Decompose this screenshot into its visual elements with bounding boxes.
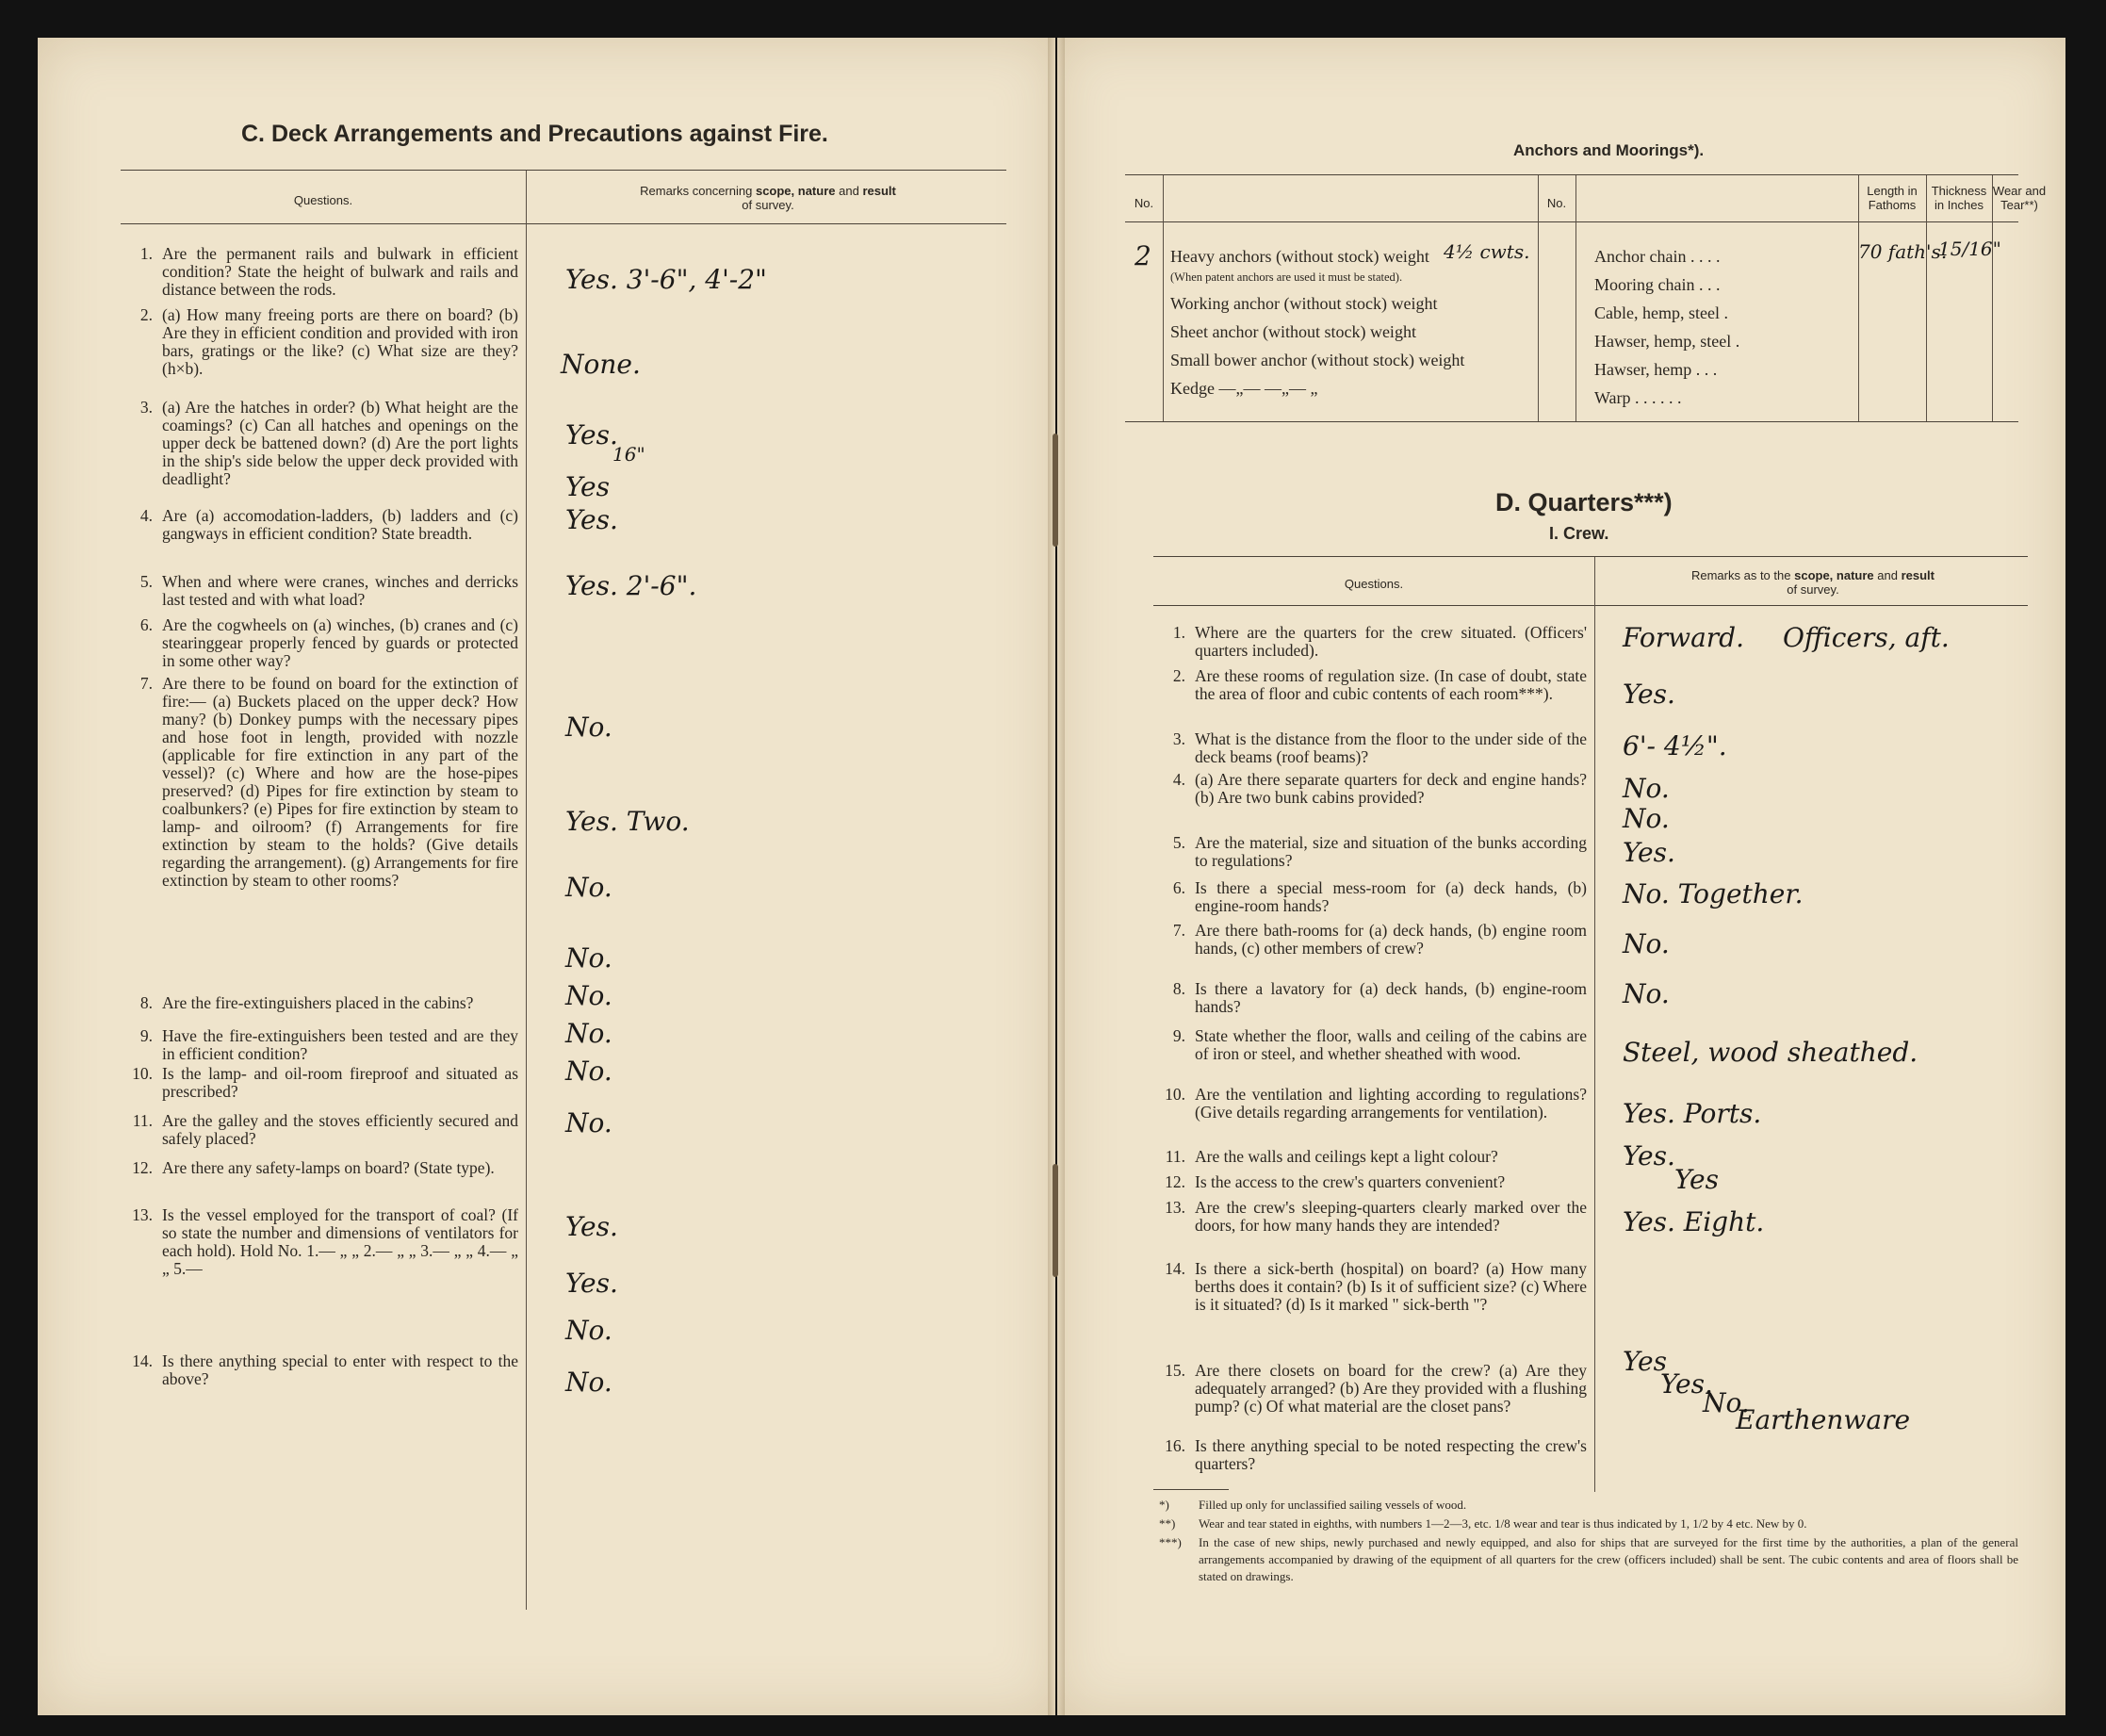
document-spread bbox=[38, 38, 2064, 1715]
question-number: 14. bbox=[132, 1351, 153, 1370]
question-number: 5. bbox=[139, 572, 153, 591]
question-item bbox=[1161, 922, 1587, 958]
question-item bbox=[128, 616, 518, 670]
answer-12: No. bbox=[565, 1315, 612, 1346]
anchors-answer-no: 2 bbox=[1135, 240, 1151, 271]
footnote bbox=[1159, 1534, 2018, 1585]
question-item bbox=[128, 507, 518, 543]
question-item bbox=[128, 399, 518, 488]
anchors-answer-length: 70 fath's. bbox=[1858, 240, 1948, 263]
question-number: 10. bbox=[132, 1064, 153, 1083]
question-number: 16. bbox=[1165, 1436, 1185, 1455]
question-item bbox=[1161, 1086, 1587, 1122]
answer-d4b: No. bbox=[1623, 803, 1670, 834]
answer-d13: Yes. Eight. bbox=[1623, 1206, 1765, 1237]
question-item bbox=[1161, 834, 1587, 870]
answer-d7: No. bbox=[1623, 928, 1670, 959]
question-text: Are (a) accomodation-ladders, (b) ladders and (c) gangways in efficient condition? State breadth. bbox=[162, 506, 518, 543]
question-number: 11. bbox=[1165, 1147, 1185, 1166]
answer-d3: 6'- 4½". bbox=[1623, 730, 1727, 762]
question-number: 11. bbox=[132, 1111, 153, 1130]
question-text: Is there a lavatory for (a) deck hands, (b) engine-room hands? bbox=[1195, 979, 1587, 1016]
answer-3a: Yes. bbox=[565, 419, 618, 450]
question-text: Are there closets on board for the crew? (a) Are they adequately arranged? (b) Are they provided with a flushing pump? (c) Of what material are the closet pans? bbox=[1195, 1361, 1587, 1416]
footnote bbox=[1159, 1515, 2018, 1532]
answer-8: No. bbox=[565, 1107, 612, 1138]
section-d-subtitle: I. Crew. bbox=[1549, 524, 1609, 543]
question-text: Are there bath-rooms for (a) deck hands, (b) engine room hands, (c) other members of crew? bbox=[1195, 921, 1587, 958]
footnote-marker: *) bbox=[1159, 1498, 1169, 1512]
question-item bbox=[1161, 730, 1587, 766]
question-number: 13. bbox=[1165, 1198, 1185, 1217]
answer-7e: No. bbox=[565, 980, 612, 1011]
question-text: (a) Are there separate quarters for deck and engine hands? (b) Are two bunk cabins provided? bbox=[1195, 770, 1587, 807]
anchors-left-item: Kedge —„— —„— „ bbox=[1170, 379, 1318, 398]
question-item bbox=[128, 245, 518, 299]
question-number: 5. bbox=[1172, 833, 1185, 852]
answer-d15a: Yes bbox=[1623, 1346, 1667, 1377]
footnote bbox=[1159, 1497, 2018, 1514]
section-c-title: C. Deck Arrangements and Precautions against Fire. bbox=[241, 121, 828, 147]
right-page bbox=[1057, 38, 2065, 1715]
footnote-marker: **) bbox=[1159, 1516, 1176, 1531]
question-text: (a) Are the hatches in order? (b) What height are the coamings? (c) Can all hatches and openings on the upper deck be battened down? (d) Are the port lights in the ship's side below the upper deck provided with deadlight? bbox=[162, 398, 518, 488]
anchors-right-item: Mooring chain . . . bbox=[1594, 275, 1721, 294]
answer-13: No. bbox=[565, 1367, 612, 1398]
question-number: 7. bbox=[139, 674, 153, 693]
answer-d10: Yes. Ports. bbox=[1623, 1098, 1762, 1129]
question-text: What is the distance from the floor to the under side of the deck beams (roof beams)? bbox=[1195, 729, 1587, 766]
question-item bbox=[128, 994, 518, 1012]
answer-d6: No. Together. bbox=[1623, 878, 1804, 909]
answer-d9: Steel, wood sheathed. bbox=[1623, 1037, 1918, 1068]
answer-2: None. bbox=[561, 349, 641, 380]
question-item bbox=[128, 675, 518, 890]
anchors-col-no2: No. bbox=[1546, 196, 1567, 210]
answer-d2: Yes. bbox=[1623, 679, 1675, 710]
question-number: 7. bbox=[1172, 921, 1185, 940]
question-text: Are the walls and ceilings kept a light colour? bbox=[1195, 1147, 1498, 1166]
anchors-title: Anchors and Moorings*). bbox=[1513, 141, 1705, 159]
question-number: 15. bbox=[1165, 1361, 1185, 1380]
anchors-left-item: Small bower anchor (without stock) weight bbox=[1170, 351, 1465, 369]
anchors-col-length: Length in Fathoms bbox=[1867, 184, 1918, 212]
question-text: Is the lamp- and oil-room fireproof and situated as prescribed? bbox=[162, 1064, 518, 1101]
question-number: 9. bbox=[139, 1026, 153, 1045]
question-text: Where are the quarters for the crew situated. (Officers' quarters included). bbox=[1195, 623, 1587, 660]
question-item bbox=[1161, 771, 1587, 807]
question-number: 9. bbox=[1172, 1026, 1185, 1045]
question-item bbox=[1161, 1362, 1587, 1416]
answer-d12: Yes bbox=[1674, 1164, 1719, 1195]
anchors-right-item: Cable, hemp, steel . bbox=[1594, 303, 1728, 322]
question-number: 4. bbox=[1172, 770, 1185, 789]
question-number: 3. bbox=[139, 398, 153, 417]
answer-d4a: No. bbox=[1623, 773, 1670, 804]
question-item bbox=[1161, 1173, 1587, 1191]
question-text: Are the permanent rails and bulwark in efficient condition? State the height of bulwark and rails and distance between the rods. bbox=[162, 244, 518, 299]
question-text: When and where were cranes, winches and derricks last tested and with what load? bbox=[162, 572, 518, 609]
col-questions-header: Questions. bbox=[293, 193, 353, 207]
question-text: Are there to be found on board for the extinction of fire:— (a) Buckets placed on the upper deck? How many? (b) Donkey pumps with the necessary pipes and hose foot in length, provided with nozzle (applicable for fire extinction in any part of the vessel)? (c) Where and how are the hose-pipes preserved? (d) Pipes for fire extinction by steam to coalbunkers? (e) Pipes for fire extinction by steam to lamp- and oilroom? (f) Arrangements for fire extinction by steam to the holds? (Give details regarding the arrangement). (g) Arrangements for fire extinction by steam to other rooms? bbox=[162, 674, 518, 890]
anchors-col-no: No. bbox=[1134, 196, 1154, 210]
question-text: State whether the floor, walls and ceiling of the cabins are of iron or steel, and whether sheathed with wood. bbox=[1195, 1026, 1587, 1063]
question-item bbox=[1161, 1027, 1587, 1063]
answer-3c: Yes bbox=[565, 471, 610, 502]
footnote-text: Filled up only for unclassified sailing vessels of wood. bbox=[1199, 1498, 1467, 1512]
question-item bbox=[128, 1352, 518, 1388]
footnote-text: Wear and tear stated in eighths, with numbers 1—2—3, etc. 1/8 wear and tear is thus indicated by 1, 1/2 by 4 etc. New by 0. bbox=[1199, 1516, 1807, 1531]
col-remarks-header: Remarks as to the scope, nature and result of survey. bbox=[1690, 568, 1935, 597]
question-number: 2. bbox=[139, 305, 153, 324]
question-text: Are the fire-extinguishers placed in the cabins? bbox=[162, 993, 474, 1012]
answer-7g: No. bbox=[565, 1056, 612, 1087]
staple bbox=[1053, 434, 1058, 547]
anchors-right-item: Hawser, hemp, steel . bbox=[1594, 332, 1740, 351]
answer-d15d: Earthenware bbox=[1736, 1404, 1911, 1435]
answer-10: Yes. bbox=[565, 1211, 618, 1242]
answer-d5: Yes. bbox=[1623, 837, 1675, 868]
anchors-right-item: Hawser, hemp . . . bbox=[1594, 360, 1718, 379]
question-text: Have the fire-extinguishers been tested and are they in efficient condition? bbox=[162, 1026, 518, 1063]
question-number: 4. bbox=[139, 506, 153, 525]
question-number: 14. bbox=[1165, 1259, 1185, 1278]
question-text: Are the material, size and situation of the bunks according to regulations? bbox=[1195, 833, 1587, 870]
question-text: Are there any safety-lamps on board? (State type). bbox=[162, 1158, 495, 1177]
answer-1: Yes. 3'-6", 4'-2" bbox=[565, 264, 767, 295]
question-item bbox=[128, 1027, 518, 1063]
answer-3b: 16" bbox=[612, 443, 645, 466]
anchors-right-item: Warp . . . . . . bbox=[1594, 388, 1682, 407]
answer-11: Yes. bbox=[565, 1268, 618, 1299]
anchors-answer-thickness: 15/16" bbox=[1938, 237, 2001, 260]
staple bbox=[1053, 1164, 1058, 1277]
question-item bbox=[1161, 1260, 1587, 1314]
question-item bbox=[1161, 667, 1587, 703]
question-text: Is there anything special to be noted respecting the crew's quarters? bbox=[1195, 1436, 1587, 1473]
question-text: Are the cogwheels on (a) winches, (b) cranes and (c) stearinggear properly fenced by guards or protected in some other way? bbox=[162, 615, 518, 670]
question-number: 13. bbox=[132, 1205, 153, 1224]
question-text: Are the galley and the stoves efficiently secured and safely placed? bbox=[162, 1111, 518, 1148]
anchors-left-note: (When patent anchors are used it must be stated). bbox=[1170, 270, 1403, 284]
question-item bbox=[1161, 1148, 1587, 1166]
question-number: 1. bbox=[1172, 623, 1185, 642]
answer-d1a: Forward. bbox=[1623, 622, 1745, 653]
answer-7a: Yes. Two. bbox=[565, 806, 690, 837]
question-number: 12. bbox=[132, 1158, 153, 1177]
question-text: (a) How many freeing ports are there on board? (b) Are they in efficient condition and provided with iron bars, gratings or the like? (c) What size are they? (h×b). bbox=[162, 305, 518, 378]
question-item bbox=[128, 573, 518, 609]
question-text: Are the crew's sleeping-quarters clearly marked over the doors, for how many hands they are intended? bbox=[1195, 1198, 1587, 1235]
answer-6: No. bbox=[565, 712, 612, 743]
question-item bbox=[128, 1065, 518, 1101]
question-text: Is there a sick-berth (hospital) on board? (a) How many berths does it contain? (b) Is it of sufficient size? (c) Where is it situated? (d) Is it marked " sick-berth "? bbox=[1195, 1259, 1587, 1314]
anchors-col-wear: Wear and Tear**) bbox=[1992, 184, 2047, 212]
answer-d15b: Yes. bbox=[1660, 1368, 1713, 1400]
footnote-text: In the case of new ships, newly purchased and newly equipped, and also for ships that are surveyed for the first time by the authorities, a plan of the general arrangements accompanied by drawing of the equipment of all quarters for the crew (officers included) shall be sent. The cubic contents and area of floors shall be stated on drawings. bbox=[1199, 1535, 2018, 1583]
answer-d15c: No. bbox=[1703, 1387, 1750, 1418]
anchors-right-item: Anchor chain . . . . bbox=[1594, 247, 1721, 266]
question-number: 8. bbox=[1172, 979, 1185, 998]
anchors-left-item: Heavy anchors (without stock) weight bbox=[1170, 247, 1429, 266]
question-text: Is there a special mess-room for (a) deck hands, (b) engine-room hands? bbox=[1195, 878, 1587, 915]
answer-4: Yes. 2'-6". bbox=[565, 570, 697, 601]
anchors-left-item: Sheet anchor (without stock) weight bbox=[1170, 322, 1416, 341]
question-text: Is there anything special to enter with respect to the above? bbox=[162, 1351, 518, 1388]
left-page bbox=[38, 38, 1055, 1715]
question-text: Is the vessel employed for the transport of coal? (If so state the number and dimensions of ventilators for each hold). Hold No. 1.— „ „ 2.— „ „ 3.— „ „ 4.— „ „ 5.— bbox=[162, 1205, 518, 1278]
question-item bbox=[1161, 879, 1587, 915]
question-text: Is the access to the crew's quarters convenient? bbox=[1195, 1172, 1506, 1191]
question-item bbox=[128, 1159, 518, 1177]
anchors-left-item: Working anchor (without stock) weight bbox=[1170, 294, 1438, 313]
answer-d1b: Officers, aft. bbox=[1783, 622, 1950, 653]
answer-7b: No. bbox=[565, 872, 612, 903]
question-number: 3. bbox=[1172, 729, 1185, 748]
question-number: 2. bbox=[1172, 666, 1185, 685]
question-item bbox=[1161, 980, 1587, 1016]
section-d-title: D. Quarters***) bbox=[1495, 488, 1673, 516]
question-text: Are these rooms of regulation size. (In case of doubt, state the area of floor and cubic contents of each room***). bbox=[1195, 666, 1587, 703]
answer-7f: No. bbox=[565, 1018, 612, 1049]
col-remarks-header: Remarks concerning scope, nature and result of survey. bbox=[640, 184, 896, 212]
answer-7d: No. bbox=[565, 942, 612, 974]
footnote-marker: ***) bbox=[1159, 1535, 1182, 1549]
question-item bbox=[1161, 624, 1587, 660]
anchors-col-thickness: Thickness in Inches bbox=[1931, 184, 1987, 212]
question-number: 10. bbox=[1165, 1085, 1185, 1104]
answer-d11: Yes. bbox=[1623, 1140, 1675, 1171]
answer-d8: No. bbox=[1623, 978, 1670, 1009]
question-number: 12. bbox=[1165, 1172, 1185, 1191]
question-number: 1. bbox=[139, 244, 153, 263]
question-text: Are the ventilation and lighting according to regulations? (Give details regarding arrangements for ventilation). bbox=[1195, 1085, 1587, 1122]
question-item bbox=[128, 306, 518, 378]
anchors-answer-weight: 4½ cwts. bbox=[1444, 240, 1530, 263]
question-number: 6. bbox=[1172, 878, 1185, 897]
question-item bbox=[128, 1112, 518, 1148]
answer-3d: Yes. bbox=[565, 504, 618, 535]
question-item bbox=[128, 1206, 518, 1278]
col-questions-header: Questions. bbox=[1344, 577, 1404, 591]
question-item bbox=[1161, 1199, 1587, 1235]
question-number: 6. bbox=[139, 615, 153, 634]
question-number: 8. bbox=[139, 993, 153, 1012]
question-item bbox=[1161, 1437, 1587, 1473]
